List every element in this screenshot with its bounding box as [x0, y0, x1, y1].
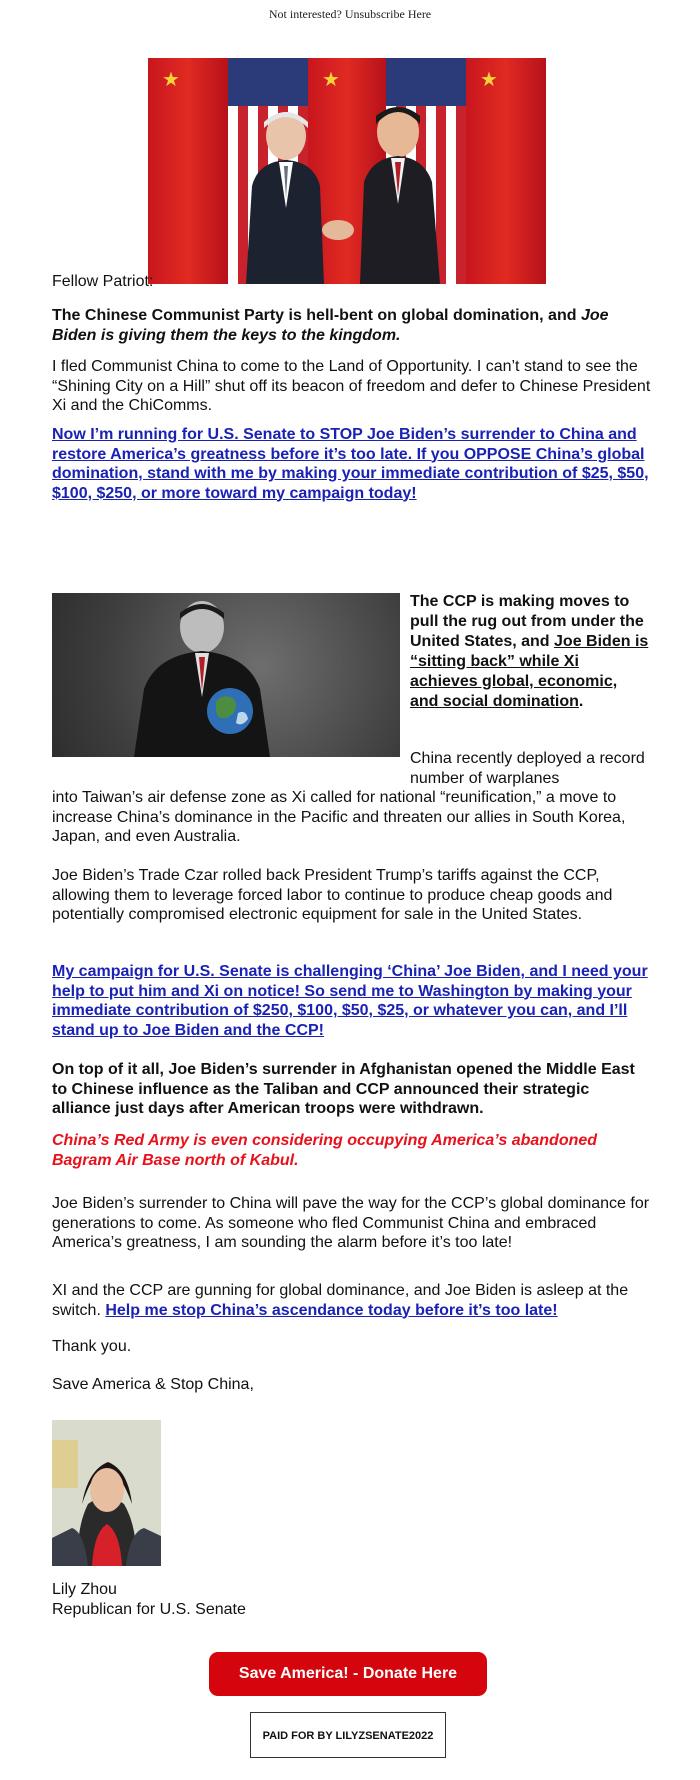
- headline-part-2: Joe Biden is giving them the keys to the kingdom.: [52, 307, 609, 344]
- hero-image: [148, 58, 546, 284]
- greeting: Fellow Patriot:: [52, 273, 154, 290]
- warplanes-paragraph-rest: into Taiwan’s air defense zone as Xi called for national “reunification,” a move to increase China’s dominance in the Pacific and threaten our allies in South Korea, Japan, and even Australia.: [52, 789, 626, 845]
- paragraph-1: I fled Communist China to come to the Land of Opportunity. I can’t stand to see the “Shining City on a Hill” shut off its beacon of freedom and defer to Chinese President Xi and the ChiComms.: [52, 358, 651, 414]
- ccp-moves-text: The CCP is making moves to pull the rug out from under the United States, and: [410, 593, 644, 650]
- china-flag-left: ★: [148, 58, 228, 284]
- biden-sitting-back-text: Joe Biden is “sitting back” while Xi achieves global, economic, and social domination: [410, 633, 649, 710]
- signer-name: Lily Zhou: [52, 1581, 117, 1598]
- leaders-handshake-illustration: [148, 58, 546, 284]
- thank-you: Thank you.: [52, 1338, 132, 1355]
- donate-link-2-block: [52, 962, 652, 1040]
- gunning-text: XI and the CCP are gunning for global dominance, and Joe Biden is asleep at the switch.: [52, 1282, 629, 1319]
- xi-globe-image: [52, 593, 400, 757]
- donate-link-3[interactable]: Help me stop China’s ascendance today before it’s too late!: [105, 1301, 558, 1319]
- ccp-moves-end: .: [578, 693, 584, 710]
- china-flag-right: ★: [466, 58, 546, 284]
- surrender-paragraph: Joe Biden’s surrender to China will pave the way for the CCP’s global dominance for generations to come. As someone who fled Communist China and embraced America’s greatness, I am sounding the alarm before it’s too late!: [52, 1195, 650, 1251]
- paid-for-disclaimer: PAID FOR BY LILYZSENATE2022: [250, 1712, 446, 1758]
- signer-title: Republican for U.S. Senate: [52, 1601, 246, 1618]
- signer-photo: [52, 1420, 161, 1566]
- donate-link-2[interactable]: My campaign for U.S. Senate is challenging ‘China’ Joe Biden, and I need your help to put him and Xi on notice! So send me to Washington by making your immediate contribution of $250, $100, $50, $25, or whatever you can, and I’ll stand up to Joe Biden and the CCP!: [52, 963, 648, 1039]
- signoff: Save America & Stop China,: [52, 1376, 254, 1393]
- warplanes-paragraph-start: China recently deployed a record number of warplanes: [410, 750, 645, 787]
- signer-portrait-illustration: [52, 1420, 161, 1566]
- china-flag-center: ★: [308, 58, 386, 284]
- gunning-paragraph: [52, 1281, 652, 1320]
- red-army-paragraph: China’s Red Army is even considering occupying America’s abandoned Bagram Air Base north of Kabul.: [52, 1132, 598, 1169]
- unsubscribe-link[interactable]: Not interested? Unsubscribe Here: [268, 7, 432, 21]
- headline-part-1: The Chinese Communist Party is hell-bent on global domination, and: [52, 307, 581, 324]
- paragraph-trade-czar: Joe Biden’s Trade Czar rolled back President Trump’s tariffs against the CCP, allowing them to leverage forced labor to continue to produce cheap goods and potentially compromised electronic equipment for sale in the United States.: [52, 867, 613, 923]
- ccp-moves-block: [410, 592, 650, 712]
- unsubscribe-line: [0, 7, 700, 22]
- donate-button[interactable]: Save America! - Donate Here: [209, 1652, 487, 1696]
- donate-link-1-block: [52, 425, 652, 503]
- afghanistan-paragraph: On top of it all, Joe Biden’s surrender in Afghanistan opened the Middle East to Chinese influence as the Taliban and CCP announced their strategic alliance just days after American troops were withdrawn.: [52, 1061, 635, 1117]
- headline: [52, 306, 652, 345]
- xi-globe-illustration: [52, 593, 400, 757]
- donate-link-1[interactable]: Now I’m running for U.S. Senate to STOP Joe Biden’s surrender to China and restore America’s greatness before it’s too late. If you OPPOSE China’s global domination, stand with me by making your immediate contribution of $25, $50, $100, $250, or more toward my campaign today!: [52, 426, 649, 502]
